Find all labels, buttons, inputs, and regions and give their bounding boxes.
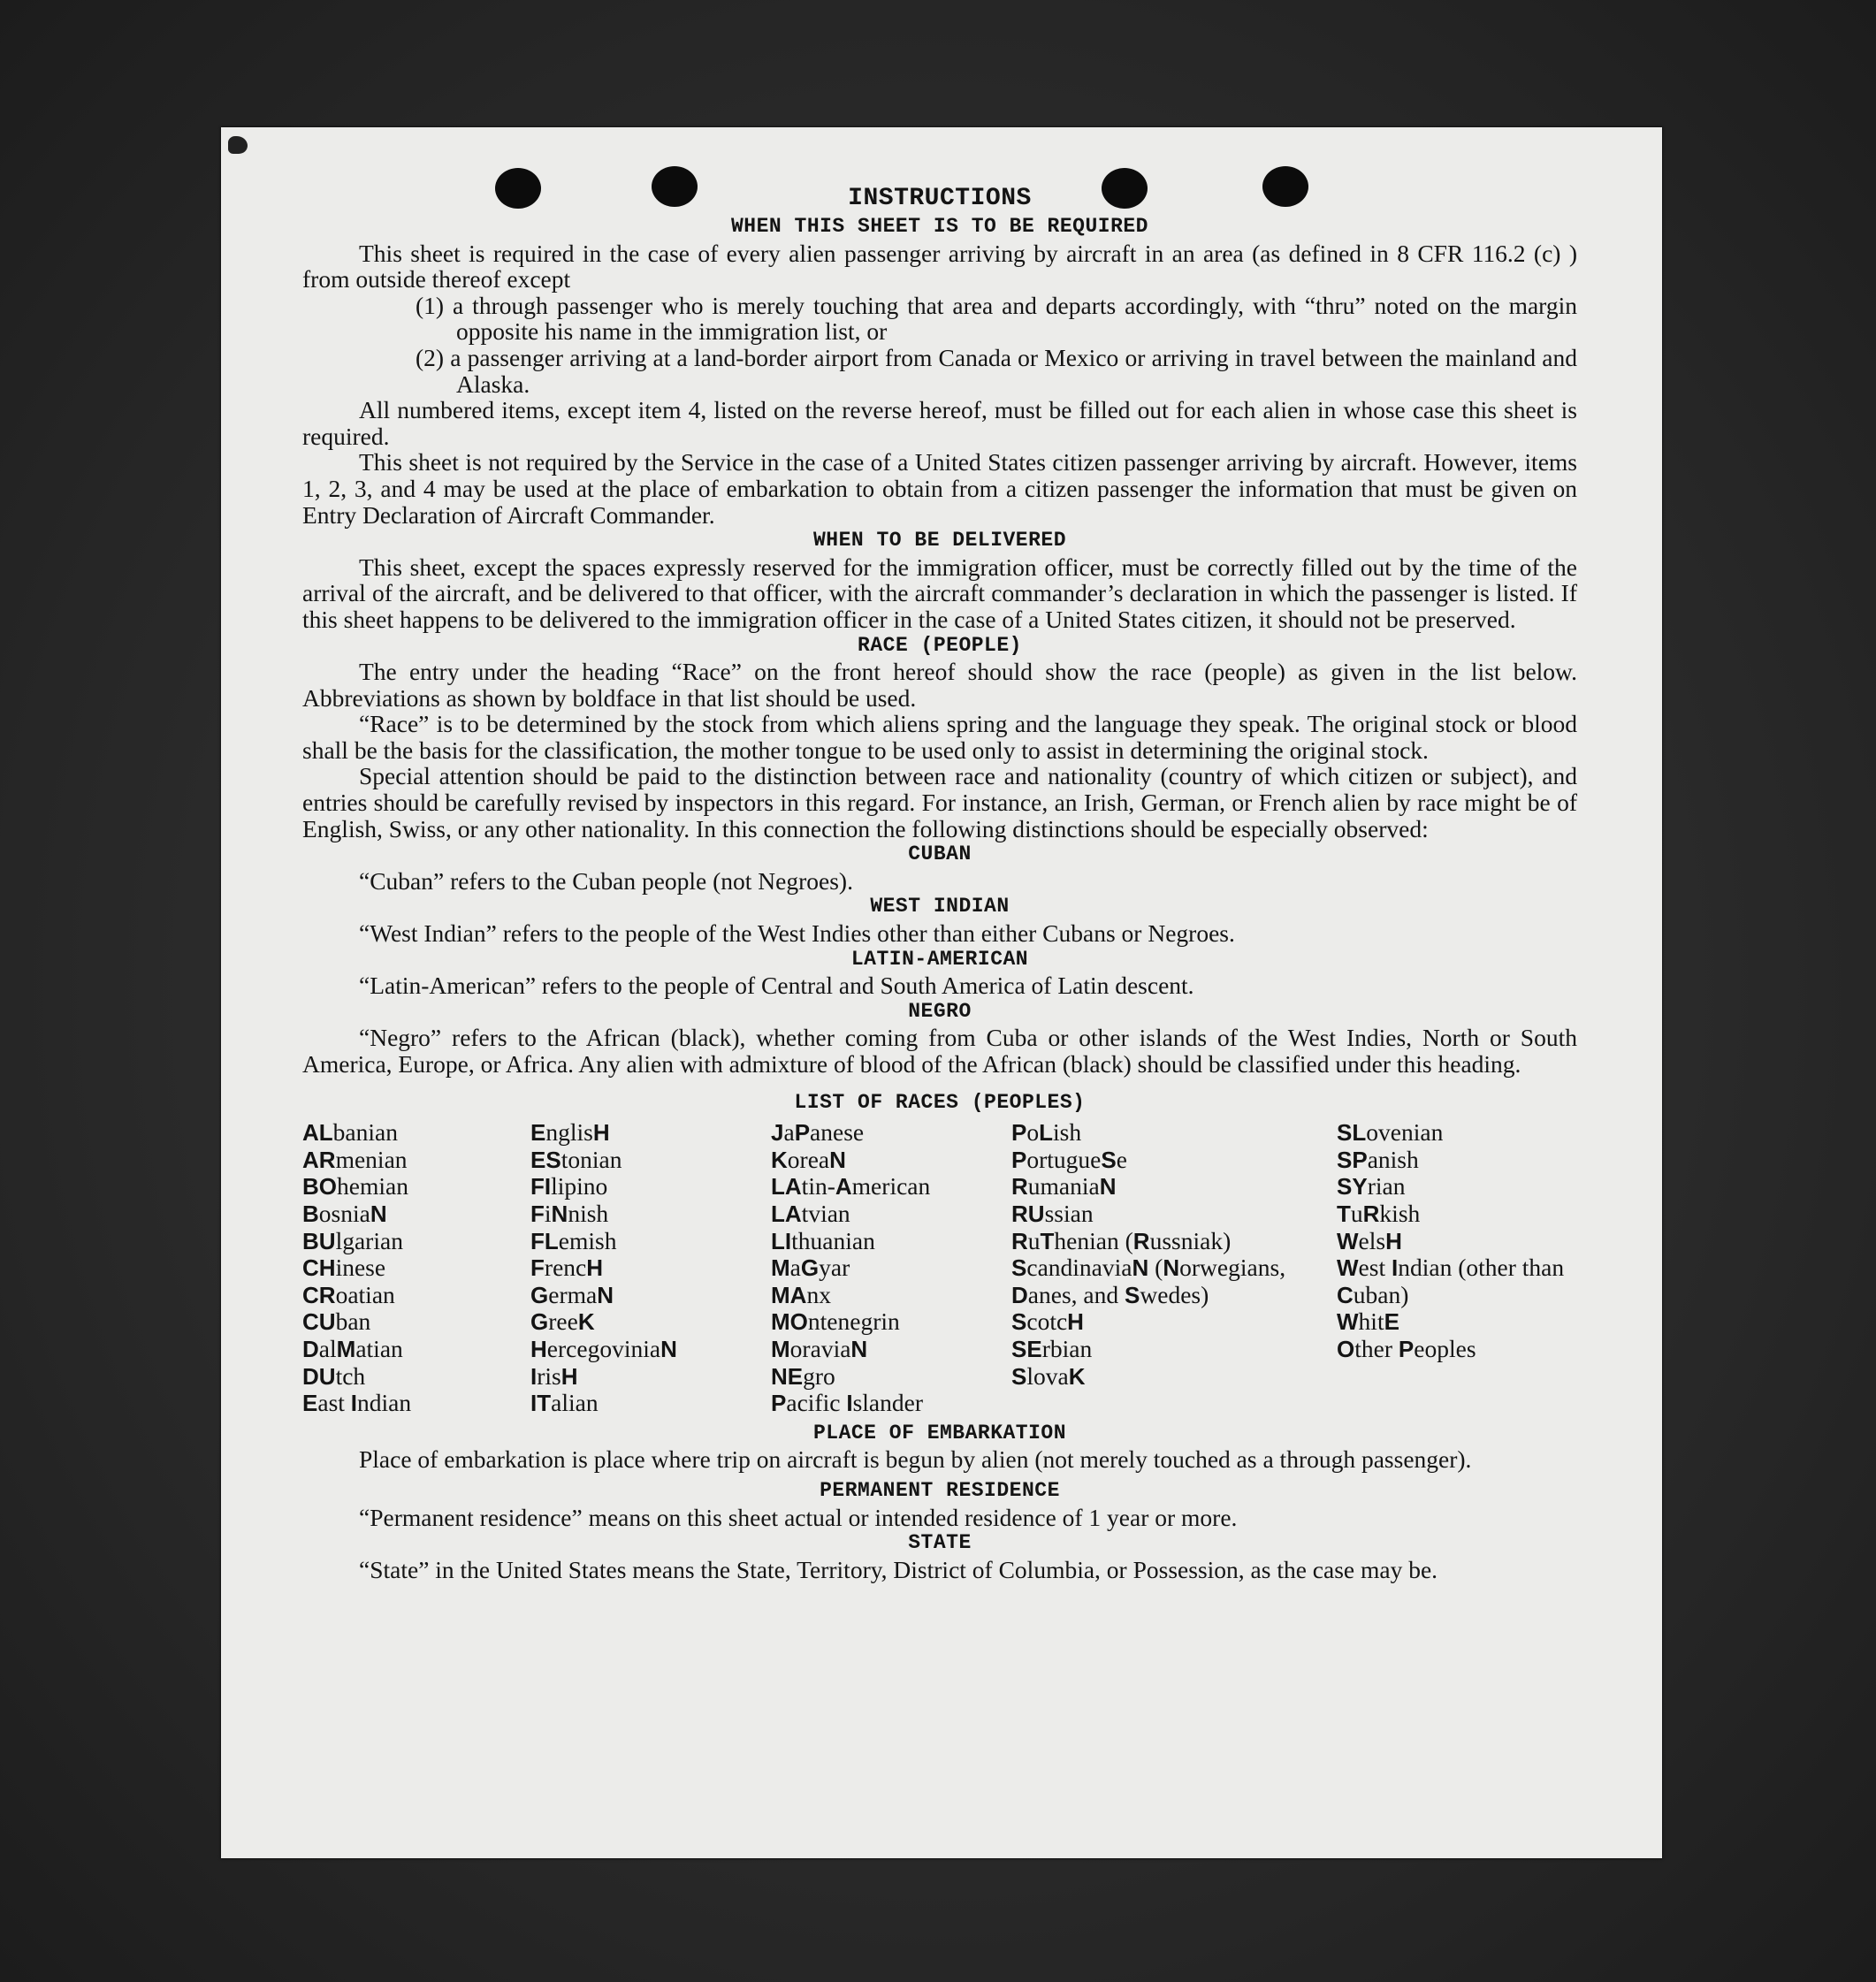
race-entry: ALbanian	[302, 1118, 398, 1147]
document-page	[221, 127, 1662, 1858]
race-entry: CUban	[302, 1307, 371, 1336]
race-entry: Pacific Islander	[771, 1389, 924, 1417]
race-entry: DUtch	[302, 1361, 366, 1390]
race-entry: PoLish	[1011, 1118, 1082, 1147]
race-entry: East Indian	[302, 1389, 412, 1417]
race-entry: FLemish	[530, 1226, 617, 1254]
race-entry: GermaN	[530, 1280, 614, 1308]
page-title: INSTRUCTIONS	[848, 185, 1032, 212]
instructions-body	[302, 184, 1577, 1582]
races-column	[1011, 1119, 1337, 1417]
race-entry: CRoatian	[302, 1280, 395, 1308]
section-heading: PERMANENT RESIDENCE	[820, 1478, 1060, 1502]
paragraph: This sheet, except the spaces expressly reserved for the immigration officer, must be correctly filled out by the time of the arrival of the aircraft, and be delivered to that officer, with the aircraft commander’s declaration in which the passenger is listed. If this sheet happens to be delivered to the immigration officer in the case of a United States citizen, it should not be preserved.	[302, 553, 1577, 633]
race-entry: FIlipino	[530, 1172, 608, 1201]
race-entry: GreeK	[530, 1307, 595, 1336]
section-heading: LIST OF RACES (PEOPLES)	[794, 1090, 1086, 1114]
paragraph: This sheet is required in the case of every alien passenger arriving by aircraft in an area (as defined in 8 CFR 116.2 (c) ) from outside thereof except	[302, 239, 1577, 293]
paragraph: “Negro” refers to the African (black), whether coming from Cuba or other islands of the West Indies, North or South America, Europe, or Africa. Any alien with admixture of blood of the African (black) should be classified under this heading.	[302, 1024, 1577, 1078]
section-heading: WHEN TO BE DELIVERED	[812, 529, 1067, 553]
race-entry: WelsH	[1337, 1226, 1402, 1254]
race-entry: KoreaN	[771, 1145, 846, 1173]
section-heading: WHEN THIS SHEET IS TO BE REQUIRED	[731, 215, 1148, 238]
races-column	[530, 1119, 771, 1417]
paragraph-item: (1) a through passenger who is merely touching that area and departs accordingly, with “thru” noted on the margin opposite his name in the immigration list, or	[416, 291, 1577, 346]
race-entry: SlovaK	[1011, 1361, 1086, 1390]
race-entry: RUssian	[1011, 1199, 1094, 1227]
race-entry: EStonian	[530, 1145, 622, 1173]
races-list	[302, 1119, 1577, 1417]
race-entry: BosniaN	[302, 1199, 387, 1227]
race-entry: ARmenian	[302, 1145, 408, 1173]
race-entry: BOhemian	[302, 1172, 408, 1201]
race-entry: HercegoviniaN	[530, 1334, 677, 1362]
race-entry: LAtvian	[771, 1199, 850, 1227]
race-entry: SErbian	[1011, 1334, 1093, 1362]
race-entry: WhitE	[1337, 1307, 1399, 1336]
paragraph-item: (2) a passenger arriving at a land-border airport from Canada or Mexico or arriving in travel between the mainland and Alaska.	[416, 343, 1577, 398]
paragraph: “Permanent residence” means on this sheet actual or intended residence of 1 year or more.	[359, 1503, 1238, 1531]
race-entry: MAnx	[771, 1280, 831, 1308]
race-entry: RuThenian (Russniak)	[1011, 1226, 1232, 1254]
paragraph: “Cuban” refers to the Cuban people (not Negroes).	[359, 866, 853, 895]
race-entry: ITalian	[530, 1389, 599, 1417]
paragraph: Place of embarkation is place where trip on aircraft is begun by alien (not merely touched as a through passenger).	[359, 1445, 1472, 1474]
paragraph: Special attention should be paid to the distinction between race and nationality (country of which citizen or subject), and entries should be carefully revised by inspectors in this regard. For instance, an Irish, German, or French alien by race might be of English, Swiss, or any other nationality. In this connection the following distinctions should be especially observed:	[302, 762, 1577, 842]
race-entry: SYrian	[1337, 1172, 1406, 1201]
race-entry: NEgro	[771, 1361, 835, 1390]
section-heading: NEGRO	[908, 999, 972, 1023]
race-entry: LIthuanian	[771, 1226, 875, 1254]
race-entry: MOntenegrin	[771, 1307, 900, 1336]
race-entry: MoraviaN	[771, 1334, 868, 1362]
section-heading: STATE	[908, 1531, 972, 1555]
races-column	[771, 1119, 1011, 1417]
section-heading: CUBAN	[908, 842, 972, 866]
race-entry: SLovenian	[1337, 1118, 1444, 1147]
race-entry: RumaniaN	[1011, 1172, 1117, 1201]
section-heading: LATIN-AMERICAN	[850, 947, 1029, 971]
paragraph: “Race” is to be determined by the stock from which aliens spring and the language they speak. The original stock or blood shall be the basis for the classification, the mother tongue to be used only to assist in determining the original stock.	[302, 710, 1577, 764]
race-entry: CHinese	[302, 1254, 386, 1282]
race-entry: FiNnish	[530, 1199, 609, 1227]
race-entry: BUlgarian	[302, 1226, 403, 1254]
section-heading: WEST INDIAN	[870, 895, 1010, 919]
race-entry: JaPanese	[771, 1118, 865, 1147]
paragraph: “West Indian” refers to the people of the West Indies other than either Cubans or Negroes.	[359, 919, 1235, 948]
paragraph: This sheet is not required by the Service in the case of a United States citizen passenger arriving by aircraft. However, items 1, 2, 3, and 4 may be used at the place of embarkation to obtain from a citizen passenger the information that must be given on Entry Declaration of Aircraft Commander.	[302, 448, 1577, 529]
race-entry: FrencH	[530, 1254, 604, 1282]
race-entry: Other Peoples	[1337, 1334, 1476, 1362]
race-entry: MaGyar	[771, 1254, 850, 1282]
race-entry: PortugueSe	[1011, 1145, 1127, 1173]
races-column	[1337, 1119, 1577, 1417]
paragraph: “State” in the United States means the State, Territory, District of Columbia, or Possession, as the case may be.	[359, 1555, 1438, 1583]
race-entry: EnglisH	[530, 1118, 610, 1147]
race-entry: DalMatian	[302, 1334, 403, 1362]
race-entry: West Indian (other than Cuban)	[1337, 1254, 1565, 1308]
paragraph: “Latin-American” refers to the people of Central and South America of Latin descent.	[359, 972, 1194, 1000]
paragraph: The entry under the heading “Race” on the front hereof should show the race (people) as given in the list below. Abbreviations as shown by boldface in that list should be used.	[302, 658, 1577, 712]
race-entry: ScandinaviaN (Norwegians, Danes, and Swedes)	[1011, 1254, 1286, 1308]
race-entry: IrisH	[530, 1361, 578, 1390]
race-entry: SPanish	[1337, 1145, 1419, 1173]
race-entry: TuRkish	[1337, 1199, 1421, 1227]
corner-mark	[228, 136, 248, 154]
races-column	[302, 1119, 530, 1417]
section-heading: PLACE OF EMBARKATION	[812, 1421, 1067, 1445]
race-entry: ScotcH	[1011, 1307, 1084, 1336]
paragraph: All numbered items, except item 4, listed on the reverse hereof, must be filled out for each alien in whose case this sheet is required.	[302, 396, 1577, 450]
race-entry: LAtin-American	[771, 1172, 931, 1201]
section-heading: RACE (PEOPLE)	[858, 633, 1022, 657]
